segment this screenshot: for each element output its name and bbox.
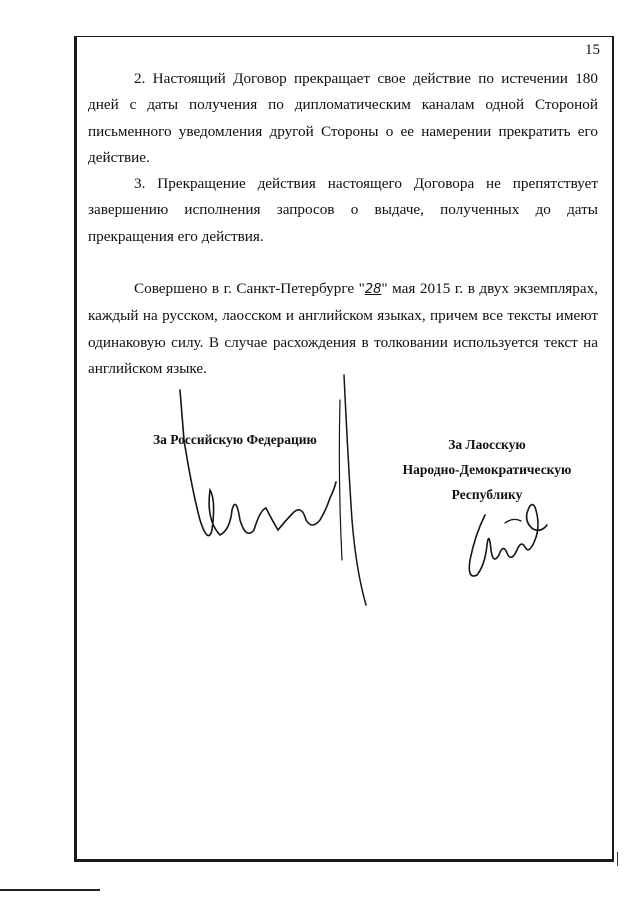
- page-number: 15: [585, 42, 600, 58]
- closing-after-day: " мая 2015 г. в двух экземплярах, каждый на русском, лаосском и английском языках, причем все тексты имеют одинаковую силу. В случае расхождения в толковании используется текст на английском языке.: [88, 280, 599, 377]
- closing-paragraph: [88, 276, 598, 382]
- signatory-lao-line-3: Республику: [451, 487, 523, 502]
- signatory-lao-line-1: За Лаосскую: [448, 437, 526, 452]
- paragraph-2: [88, 66, 598, 171]
- bottom-rule: [0, 889, 100, 891]
- corner-mark: [617, 852, 636, 866]
- signatory-lao-line-2: Народно-Демократическую: [402, 462, 572, 477]
- lao-signature-image: [455, 495, 565, 595]
- paragraph-3: [88, 171, 598, 250]
- paragraph-3-text: 3. Прекращение действия настоящего Договора не препятствует завершению исполнения запросов о выдаче, полученных до даты прекращения его действия.: [88, 175, 598, 245]
- paragraph-2-text: 2. Настоящий Договор прекращает свое действие по истечении 180 дней с даты получения по дипломатическим каналам одной Стороной письменного уведомления другой Стороны о ее намерении прекратить его действие.: [88, 70, 598, 166]
- signatory-russian-federation: За Российскую Федерацию: [153, 432, 317, 447]
- closing-before-day: Совершено в г. Санкт-Петербурге ": [134, 280, 365, 297]
- russian-signature-image: [170, 370, 370, 610]
- handwritten-day: 28: [364, 282, 382, 297]
- closing-text: [88, 276, 598, 382]
